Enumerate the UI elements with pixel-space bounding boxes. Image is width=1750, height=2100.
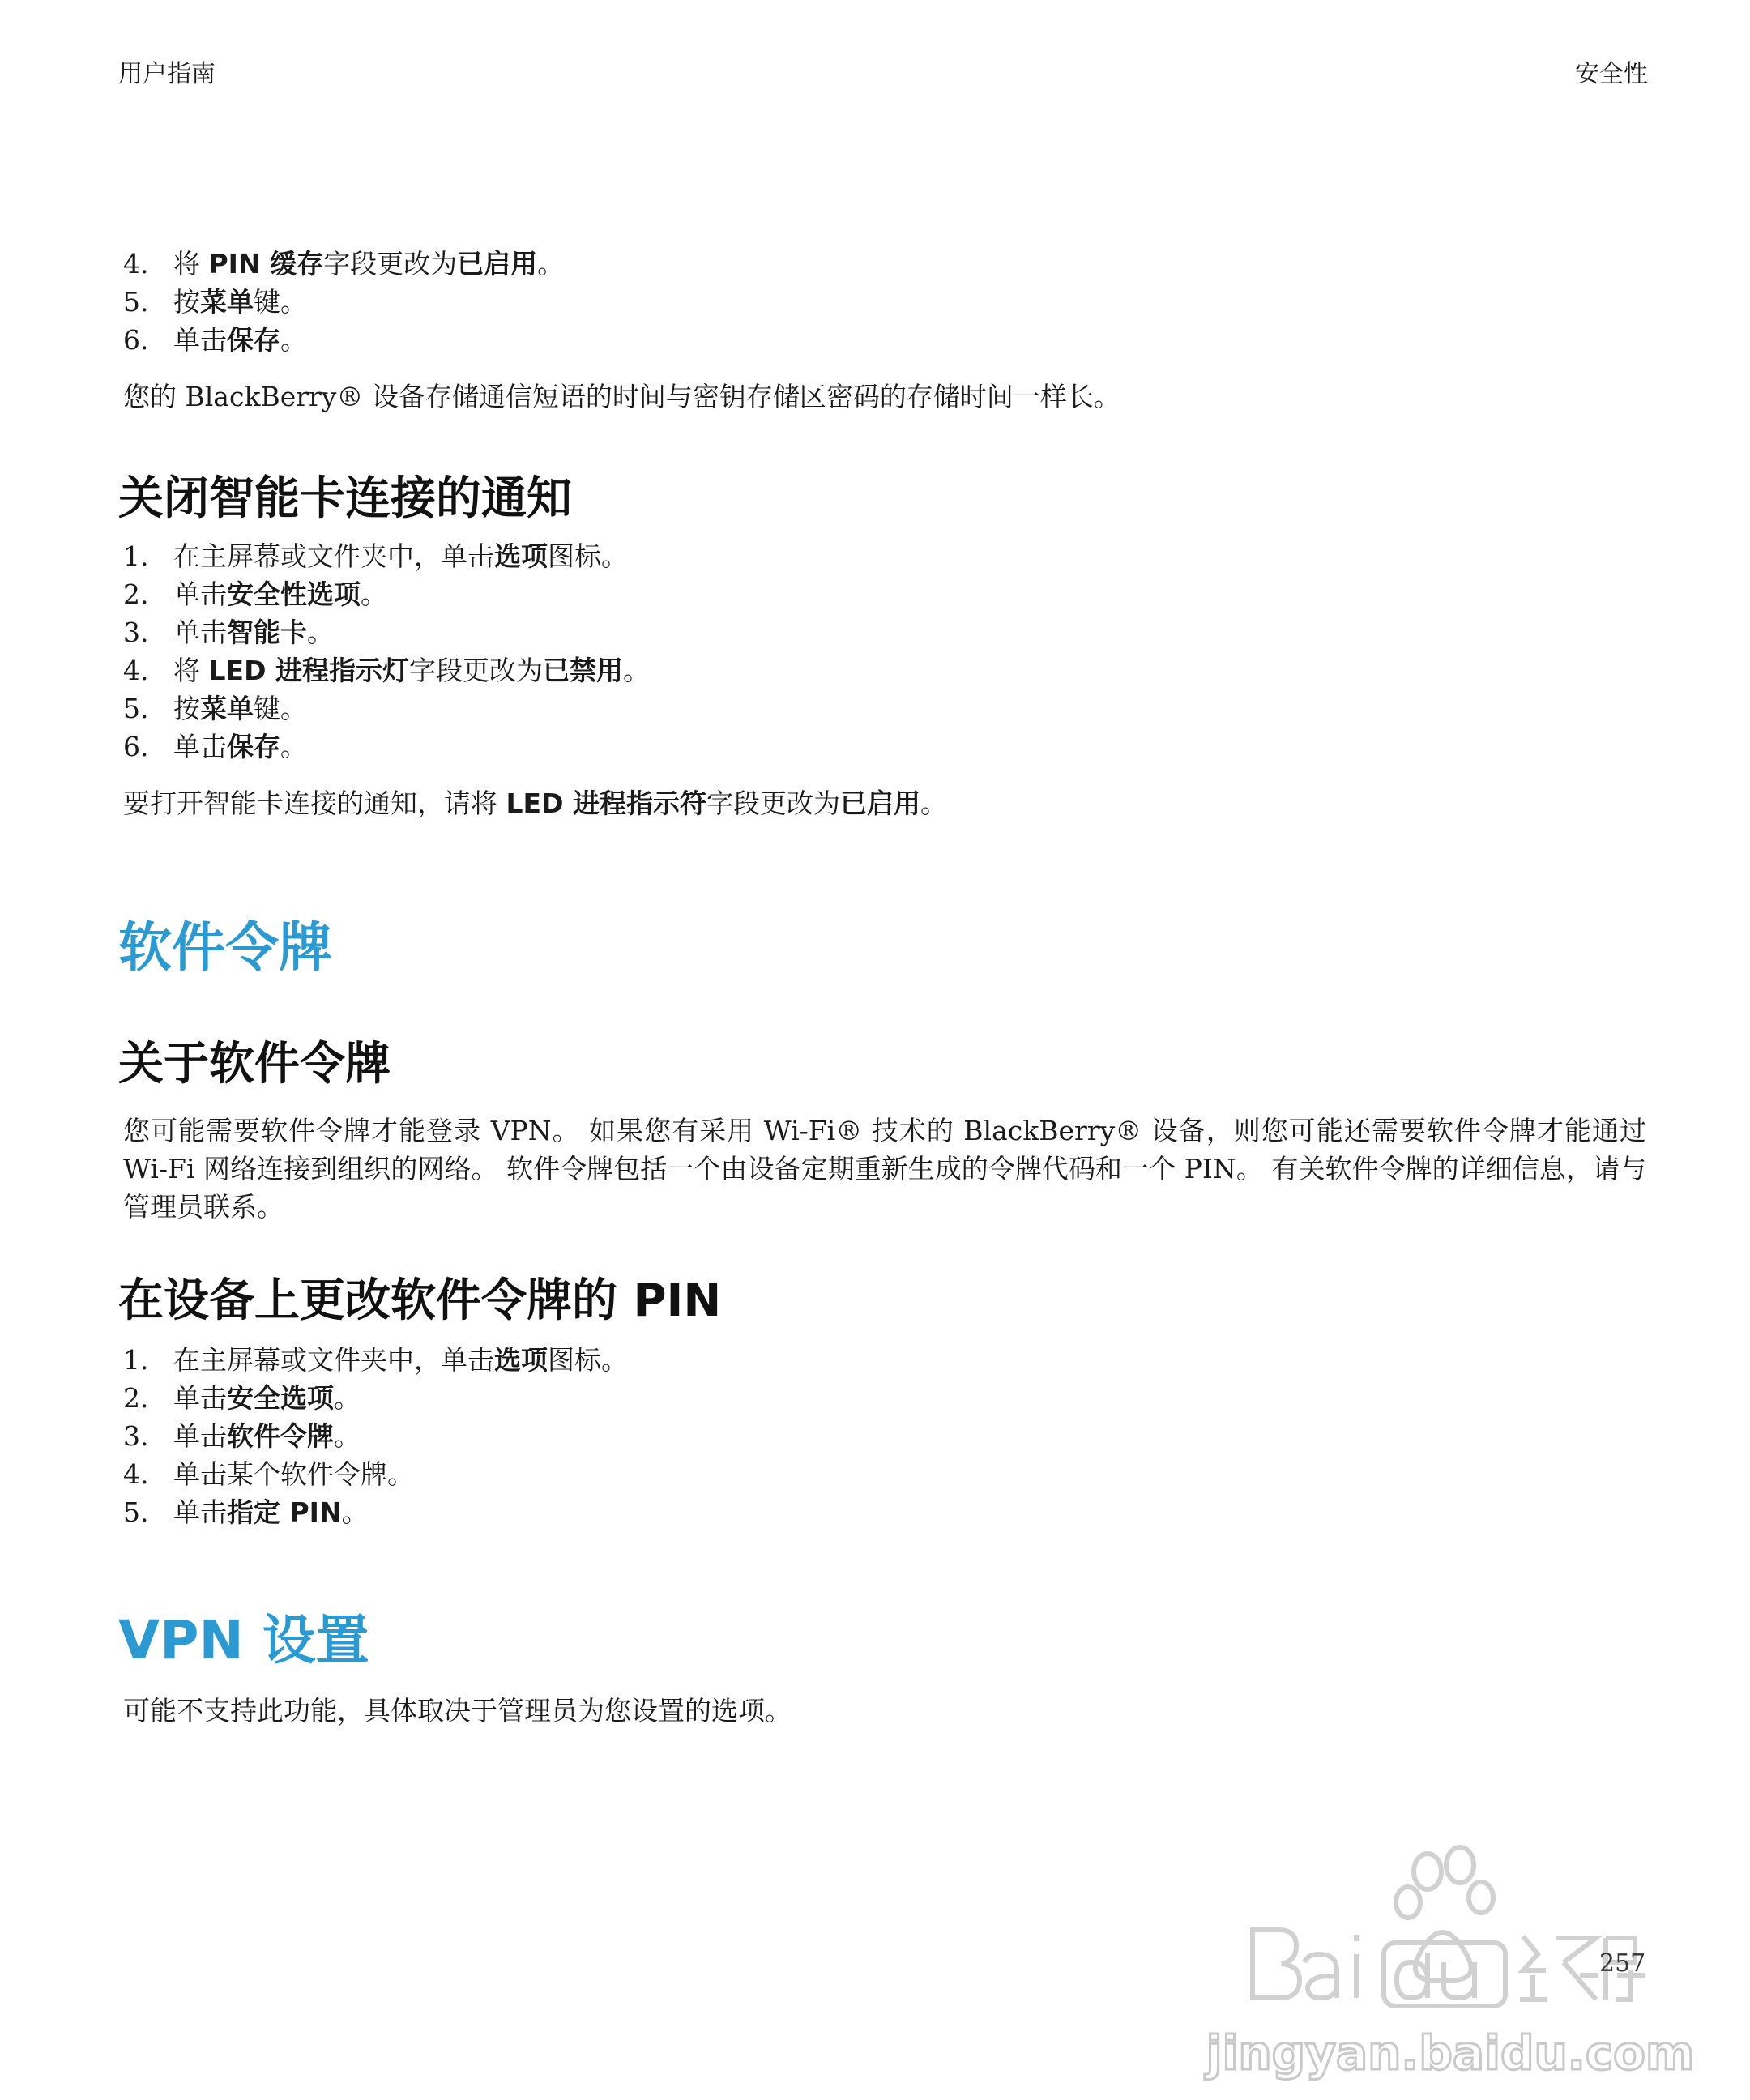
section-title-change-pin: 在设备上更改软件令牌的 PIN: [118, 1274, 722, 1327]
list-item: 5. 单击指定 PIN。: [123, 1493, 369, 1531]
step-number: 4.: [123, 248, 149, 280]
list-item: 6. 单击保存。: [123, 728, 307, 766]
list-item: 6. 单击保存。: [123, 321, 307, 359]
section-title-smartcard: 关闭智能卡连接的通知: [118, 472, 572, 525]
ui-term: 保存: [227, 324, 280, 356]
note-paragraph: 要打开智能卡连接的通知，请将 LED 进程指示符字段更改为已启用。: [123, 788, 947, 819]
step-number: 3.: [123, 1420, 149, 1452]
body-paragraph: 您可能需要软件令牌才能登录 VPN。 如果您有采用 Wi-Fi® 技术的 BlackBerry® 设备，则您可能还需要软件令牌才能通过 Wi-Fi 网络连接到组织的网络。 软件令牌包括一个由设备定期重新生成的令牌代码和一个 PIN。 有关软件令牌的详细信息，请与管理员联系。: [123, 1115, 1646, 1223]
list-item: 2. 单击安全选项。: [123, 1379, 361, 1417]
list-item: 2. 单击安全性选项。: [123, 575, 387, 613]
list-item: 4. 将 LED 进程指示灯字段更改为已禁用。: [123, 651, 650, 689]
list-item: 3. 单击智能卡。: [123, 613, 334, 651]
step-number: 5.: [123, 1496, 149, 1528]
ui-term: 菜单: [200, 286, 254, 318]
section-title-about-token: 关于软件令牌: [118, 1038, 391, 1091]
ui-term: 已启用: [457, 248, 538, 280]
step-number: 2.: [123, 578, 149, 610]
ui-term: 选项: [494, 1344, 548, 1376]
list-item: 4. 单击某个软件令牌。: [123, 1455, 414, 1493]
step-number: 1.: [123, 1344, 149, 1376]
step-number: 2.: [123, 1382, 149, 1414]
watermark-url: jingyan.baidu.com: [1206, 2025, 1695, 2081]
body-paragraph: 可能不支持此功能，具体取决于管理员为您设置的选项。: [123, 1695, 792, 1727]
step-number: 6.: [123, 324, 149, 356]
step-number: 6.: [123, 731, 149, 762]
running-header-right: 安全性: [1575, 60, 1648, 88]
step-number: 1.: [123, 540, 149, 572]
step-number: 3.: [123, 617, 149, 648]
ui-term: 已启用: [839, 788, 920, 819]
ui-term: 软件令牌: [227, 1420, 334, 1452]
ui-term: 指定 PIN: [227, 1496, 342, 1528]
ui-term: PIN 缓存: [208, 248, 324, 280]
ui-term: 智能卡: [227, 617, 307, 648]
ui-term: 安全选项: [227, 1382, 334, 1414]
ui-term: 菜单: [200, 693, 254, 724]
ui-term: 选项: [494, 540, 548, 572]
ui-term: LED 进程指示符: [506, 788, 706, 819]
step-number: 4.: [123, 1458, 149, 1490]
ui-term: LED 进程指示灯: [208, 655, 409, 686]
list-item: 3. 单击软件令牌。: [123, 1417, 361, 1455]
chapter-title-vpn: VPN 设置: [118, 1609, 369, 1671]
step-number: 4.: [123, 655, 149, 686]
list-item: 5. 按菜单键。: [123, 689, 307, 728]
list-item: 5. 按菜单键。: [123, 283, 307, 321]
ui-term: 保存: [227, 731, 280, 762]
list-item: 1. 在主屏幕或文件夹中，单击选项图标。: [123, 1341, 628, 1379]
chapter-title-software-token: 软件令牌: [118, 916, 332, 979]
running-header-left: 用户指南: [118, 60, 216, 88]
step-number: 5.: [123, 286, 149, 318]
page-number: 257: [1599, 1949, 1646, 1978]
list-item: 1. 在主屏幕或文件夹中，单击选项图标。: [123, 537, 628, 575]
step-number: 5.: [123, 693, 149, 724]
ui-term: 安全性选项: [227, 578, 361, 610]
ui-term: 已禁用: [542, 655, 623, 686]
list-item: 4. 将 PIN 缓存字段更改为已启用。: [123, 245, 564, 283]
note-paragraph: 您的 BlackBerry® 设备存储通信短语的时间与密钥存储区密码的存储时间一样长。: [123, 381, 1120, 412]
baidu-watermark-logo: [1206, 1833, 1695, 2092]
